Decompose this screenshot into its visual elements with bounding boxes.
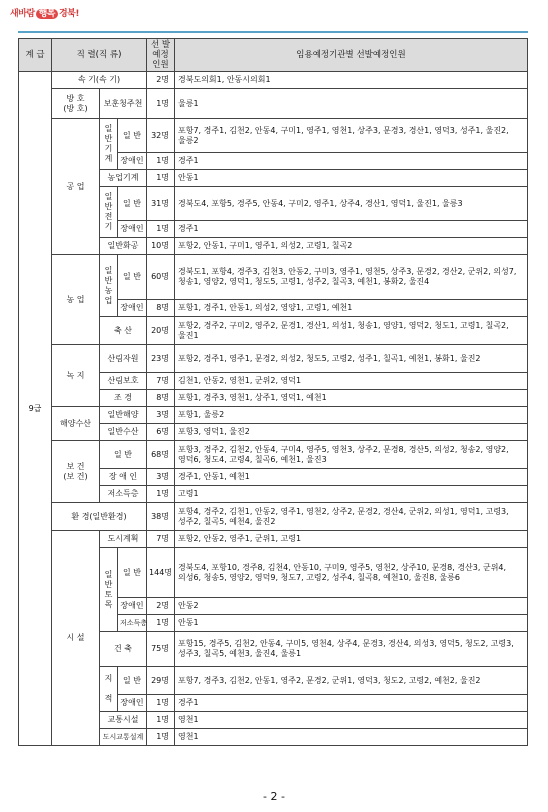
distribution-cell: 포항3, 영덕1, 울진2 (175, 424, 528, 441)
field-label: 일 반 농 업 (100, 255, 118, 317)
field-label: 일 반 기 계 (100, 119, 118, 170)
distribution-cell: 경북도4, 포항10, 경주8, 김천4, 안동10, 구미9, 영주5, 영천2, 상주10, 문경8, 경산3, 군위4, 의성6, 청송5, 영양2, 영덕9, 청도7, 고령2, 성주4, 칠곡8, 예천10, 울진8, 울릉6 (175, 548, 528, 598)
count-cell: 7명 (147, 373, 175, 390)
count-cell: 6명 (147, 424, 175, 441)
distribution-cell: 포항7, 경주1, 김천2, 안동4, 구미1, 영주1, 영천1, 상주3, 문경3, 경산1, 영덕3, 성주1, 울진2, 울릉2 (175, 119, 528, 153)
distribution-cell: 고령1 (175, 486, 528, 503)
field-label: 도시계획 (100, 531, 147, 548)
distribution-header: 임용예정기관별 선발예정인원 (175, 39, 528, 72)
count-cell: 75명 (147, 632, 175, 667)
field-label: 일 반 토 목 (100, 548, 118, 632)
count-cell: 1명 (147, 170, 175, 187)
distribution-cell: 울릉1 (175, 89, 528, 119)
distribution-cell: 경북도의회1, 안동시의회1 (175, 72, 528, 89)
count-cell: 8명 (147, 300, 175, 317)
count-header: 선 발 예정인원 (147, 39, 175, 72)
subfield-label: 장애인 (118, 221, 147, 238)
distribution-cell: 안동1 (175, 170, 528, 187)
field-label: 일반해양 (100, 407, 147, 424)
count-cell: 144명 (147, 548, 175, 598)
distribution-cell: 포항1, 울릉2 (175, 407, 528, 424)
count-cell: 38명 (147, 503, 175, 531)
count-cell: 3명 (147, 407, 175, 424)
distribution-cell: 영천1 (175, 729, 528, 746)
distribution-cell: 포항1, 경주3, 영천1, 상주1, 영덕1, 예천1 (175, 390, 528, 407)
distribution-cell: 경주1 (175, 695, 528, 712)
subfield-label: 저소득층 (118, 615, 147, 632)
distribution-cell: 경북도4, 포항5, 경주5, 안동4, 구미2, 영주1, 상주4, 경산1, 영덕1, 울진1, 울릉3 (175, 187, 528, 221)
subfield-label: 장애인 (118, 300, 147, 317)
header-rule (18, 31, 528, 33)
category-label: 녹 지 (52, 345, 100, 407)
distribution-cell: 포항3, 경주2, 김천2, 안동4, 구미4, 영주5, 영천3, 상주2, 문경8, 경산5, 의성2, 청송2, 영양2, 영덕6, 청도4, 고령4, 칠곡6, 예천1, 울진3 (175, 441, 528, 469)
count-cell: 2명 (147, 598, 175, 615)
category-label: 공 업 (52, 119, 100, 255)
recruitment-table (18, 38, 528, 746)
distribution-cell: 경북도1, 포항4, 경주3, 김천3, 안동2, 구미3, 영주1, 영천5, 상주3, 문경2, 경산2, 군위2, 의성7, 청송1, 영양2, 영덕1, 청도5, 고령1, 성주2, 칠곡3, 예천1, 봉화2, 울진4 (175, 255, 528, 300)
count-cell: 31명 (147, 187, 175, 221)
count-cell: 32명 (147, 119, 175, 153)
field-label: 일반수산 (100, 424, 147, 441)
count-cell: 1명 (147, 712, 175, 729)
field-label: 도시교통설계 (100, 729, 147, 746)
table-header-row (19, 39, 528, 72)
field-label: 방 호 (방 호) (52, 89, 100, 119)
field-label: 산림보호 (100, 373, 147, 390)
subfield-label: 일 반 (118, 119, 147, 153)
subfield-label: 일 반 (118, 187, 147, 221)
count-cell: 8명 (147, 390, 175, 407)
count-cell: 3명 (147, 469, 175, 486)
distribution-cell: 포항15, 경주5, 김천2, 안동4, 구미5, 영천4, 상주4, 문경3, 경산4, 의성3, 영덕5, 청도2, 고령3, 성주3, 칠곡5, 예천3, 울진4, 울릉1 (175, 632, 528, 667)
distribution-cell: 안동2 (175, 598, 528, 615)
distribution-cell: 포항4, 경주2, 김천1, 안동2, 영주1, 영천2, 상주2, 문경2, 경산4, 군위2, 의성1, 영덕1, 고령3, 성주2, 칠곡5, 예천4, 울진2 (175, 503, 528, 531)
count-cell: 68명 (147, 441, 175, 469)
field-label: 교통시설 (100, 712, 147, 729)
count-cell: 7명 (147, 531, 175, 548)
logo: 새바람 행복 경북! (10, 9, 79, 19)
distribution-cell: 포항7, 경주3, 김천2, 안동1, 영주2, 문경2, 군위1, 영덕3, 청도2, 고령2, 예천2, 울진2 (175, 667, 528, 695)
distribution-cell: 경주1, 안동1, 예천1 (175, 469, 528, 486)
count-cell: 1명 (147, 221, 175, 238)
field-label: 축 산 (100, 317, 147, 345)
page-number: - 2 - (263, 790, 285, 803)
distribution-cell: 영천1 (175, 712, 528, 729)
subfield-label: 장애인 (118, 598, 147, 615)
field-label: 산림자원 (100, 345, 147, 373)
subfield-label: 일 반 (118, 548, 147, 598)
count-cell: 60명 (147, 255, 175, 300)
category-label: 보 건 (보 건) (52, 441, 100, 503)
count-cell: 10명 (147, 238, 175, 255)
count-cell: 1명 (147, 486, 175, 503)
distribution-cell: 포항2, 안동1, 구미1, 영주1, 의성2, 고령1, 칠곡2 (175, 238, 528, 255)
field-label: 조 경 (100, 390, 147, 407)
distribution-cell: 포항2, 경주1, 영주1, 문경2, 의성2, 청도5, 고령2, 성주1, 칠곡1, 예천1, 봉화1, 울진2 (175, 345, 528, 373)
count-cell: 1명 (147, 89, 175, 119)
field-header: 직 렬(직 류) (52, 39, 147, 72)
distribution-cell: 경주1 (175, 221, 528, 238)
field-label: 장 애 인 (100, 469, 147, 486)
category-label: 해양수산 (52, 407, 100, 441)
distribution-cell: 포항1, 경주1, 안동1, 의성2, 영양1, 고령1, 예천1 (175, 300, 528, 317)
count-cell: 29명 (147, 667, 175, 695)
count-cell: 1명 (147, 729, 175, 746)
count-cell: 1명 (147, 615, 175, 632)
category-label: 시 설 (52, 531, 100, 746)
field-label: 환 경(일반환경) (52, 503, 147, 531)
field-label: 일 반 (100, 441, 147, 469)
field-label: 일 반 전 기 (100, 187, 118, 238)
distribution-cell: 경주1 (175, 153, 528, 170)
count-cell: 23명 (147, 345, 175, 373)
category-label: 농 업 (52, 255, 100, 345)
grade-cell: 9급 (19, 72, 52, 746)
distribution-cell: 안동1 (175, 615, 528, 632)
count-cell: 2명 (147, 72, 175, 89)
field-label: 건 축 (100, 632, 147, 667)
field-label: 지 적 (100, 667, 118, 712)
grade-header: 계 급 (19, 39, 52, 72)
subfield-label: 보훈청주천 (100, 89, 147, 119)
distribution-cell: 김천1, 안동2, 영천1, 군위2, 영덕1 (175, 373, 528, 390)
count-cell: 1명 (147, 153, 175, 170)
count-cell: 20명 (147, 317, 175, 345)
subfield-label: 일 반 (118, 667, 147, 695)
subfield-label: 장애인 (118, 695, 147, 712)
field-label: 농업기계 (100, 170, 147, 187)
field-label: 저소득층 (100, 486, 147, 503)
field-label: 일반화공 (100, 238, 147, 255)
count-cell: 1명 (147, 695, 175, 712)
subfield-label: 일 반 (118, 255, 147, 300)
distribution-cell: 포항2, 안동2, 영주1, 군위1, 고령1 (175, 531, 528, 548)
subfield-label: 장애인 (118, 153, 147, 170)
field-label: 속 기(속 기) (52, 72, 147, 89)
distribution-cell: 포항2, 경주2, 구미2, 영주2, 문경1, 경산1, 의성1, 청송1, 영양1, 영덕2, 청도1, 고령1, 칠곡2, 울진1 (175, 317, 528, 345)
